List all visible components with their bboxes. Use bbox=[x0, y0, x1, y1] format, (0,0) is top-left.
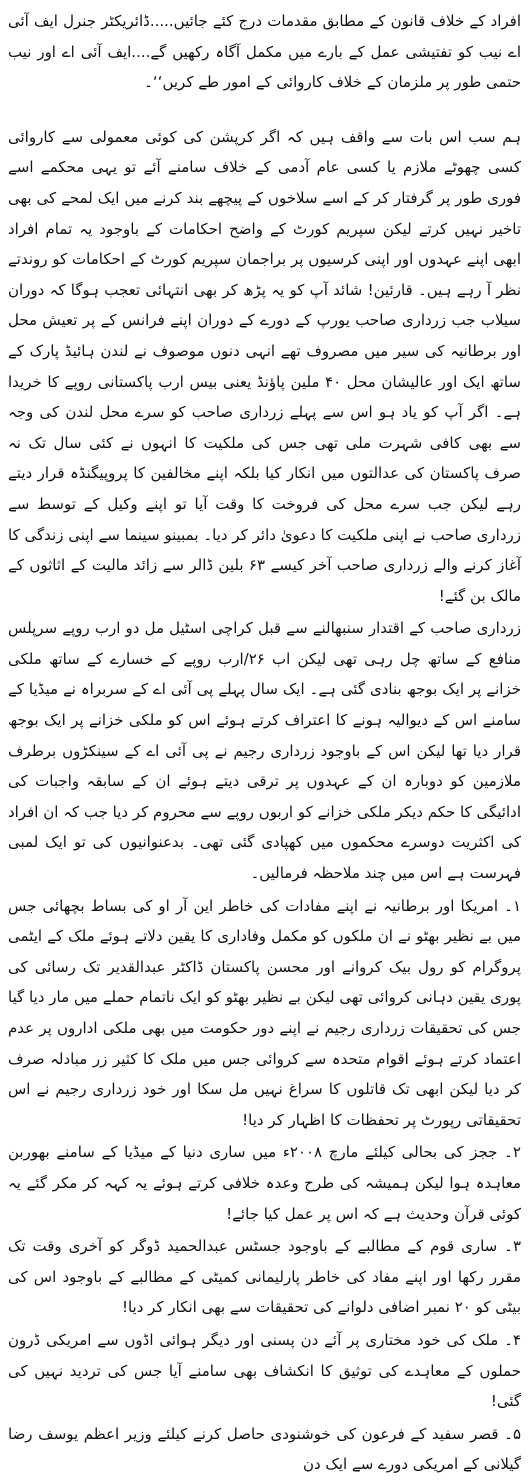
list-item-1: ۱۔ امریکا اور برطانیہ نے اپنے مفادات کی خاطر این آر او کی بساط بچھائی جس میں بے نظیر بھٹو نے ان ملکوں کو مکمل وفاداری کا یقین دلاتے ہوئے ملک کے ایٹمی پروگرام کو رول بیک کروانے اور محسن پاکستان ڈاکٹر عبدالقدیر تک رسائی کی پوری یقین دہانی کروائی تھی لیکن بے نظیر بھٹو کو ایک ناتمام حملے میں مار دیا گیا جس کی تحقیقات زرداری رجیم نے اپنے دور حکومت میں بھی ملکی اداروں پر عدم اعتماد کرتے ہوئے اقوام متحدہ سے کروائی جس میں ملک کا کثیر زر مبادلہ صرف کر دیا لیکن ابھی تک قاتلوں کا سراغ نہیں مل سکا اور خود زرداری رجیم نے اس تحقیقاتی رپورٹ پر تحفظات کا اظہار کر دیا! bbox=[8, 896, 521, 1129]
paragraph-spacer bbox=[8, 98, 521, 122]
list-item-4: ۴۔ ملک کی خود مختاری پر آئے دن پسنی اور دیگر ہوائی اڈوں سے امریکی ڈرون حملوں کے معاہدے کی توثیق کا انکشاف بھی سامنے آیا جس کی تردید نہیں کی گئی! bbox=[8, 1330, 521, 1411]
list-item-2: ۲۔ ججز کی بحالی کیلئے مارچ ۲۰۰۸ء میں ساری دنیا کے میڈیا کے سامنے بھوربن معاہدہ ہوا لیکن ہمیشہ کی طرح وعدہ خلافی کرتے ہوئے یہ کہہ کر مکر گئے یہ کوئی قرآن وحدیث ہے کہ اس پر عمل کیا جائے! bbox=[8, 1143, 521, 1223]
list-item-5: ۵۔ قصر سفید کے فرعون کی خوشنودی حاصل کرنے کیلئے وزیر اعظم یوسف رضا گیلانی کے امریکی دورے سے ایک دن bbox=[8, 1424, 521, 1474]
list-item-3: ۳۔ ساری قوم کے مطالبے کے باوجود جسٹس عبدالحمید ڈوگر کو آخری وقت تک مقرر رکھا اور اپنے مفاد کی خاطر پارلیمانی کمیٹی کے مطالبے کے باوجود اس کی بیٹی کو ۲۰ نمبر اضافی دلوانے کی تحقیقات سے بھی انکار کر دیا! bbox=[8, 1237, 521, 1317]
article-paragraph-intro-quote: افراد کے خلاف قانون کے مطابق مقدمات درج کئے جائیں.....ڈائریکٹر جنرل ایف آئی اے نیب کو تفتیشی عمل کے بارے میں مکمل آگاہ رکھیں گے....ایف آئی اے اور نیب حتمی طور پر ملزمان کے خلاف کاروائی کے امور طے کریں‘‘۔ bbox=[8, 12, 521, 92]
article-paragraph-corruption: ہم سب اس بات سے واقف ہیں کہ اگر کرپشن کی کوئی معمولی سے کاروائی کسی چھوٹے ملازم یا کسی عام آدمی کے خلاف سامنے آئے تو یہی محکمے اسے فوری طور پر گرفتار کر کے اسے سلاخوں کے پیچھے بند کرنے میں ایک لمحے کی بھی تاخیر نہیں کرتے لیکن سپریم کورٹ کے واضح احکامات کے باوجود یہ تمام افراد ابھی اپنے عہدوں اور اپنی کرسیوں پر براجمان سپریم کورٹ کے احکامات کو روندتے نظر آ رہے ہیں۔ قارئین! شائد آپ کو یہ پڑھ کر بھی انتہائی تعجب ہوگا کہ دوران سیلاب جب زرداری صاحب یورپ کے دورے کے دوران اپنے فرانس کے پر تعیش محل اور برطانیہ کی سیر میں مصروف تھے انہی دنوں موصوف نے لندن ہائیڈ پارک کے ساتھ ایک اور عالیشان محل ۴۰ ملین پاؤنڈ یعنی بیس ارب پاکستانی روپے کا خریدا ہے۔ اگر آپ کو یاد ہو اس سے پہلے زرداری صاحب کو سرے محل لندن کی وجہ سے بھی کافی شہرت ملی تھی جس کی ملکیت کا انہوں نے کئی سال تک نہ صرف پاکستان کی عدالتوں میں انکار کیا بلکہ اپنے مخالفین کا پروپیگنڈہ قرار دیتے رہے لیکن جب سرے محل کی فروخت کا وقت آیا تو اپنے وکیل کے توسط سے زرداری صاحب نے اپنی ملکیت کا دعویٰ دائر کر دیا۔ بمبینو سینما سے اپنی زندگی کا آغاز کرنے والے زرداری صاحب آخر کیسے ۶۳ بلین ڈالر سے زائد مالیت کے اثاثوں کے مالک بن گئے! bbox=[8, 127, 521, 605]
article-paragraph-steel-mill: زرداری صاحب کے اقتدار سنبھالنے سے قبل کراچی اسٹیل مل دو ارب روپے سرپلس منافع کے ساتھ چل رہی تھی لیکن اب ۲۶/ارب روپے کے خسارے کے ساتھ ملکی خزانے پر ایک بوجھ بنادی گئی ہے۔ ایک سال پہلے پی آئی اے کے سربراہ نے میڈیا کے سامنے اس کے دیوالیہ ہونے کا اعتراف کرتے ہوئے اس کو ملکی خزانے پر ایک بوجھ قرار دیا تھا لیکن اس کے باوجود زرداری رجیم نے پی آئی اے کے سینکڑوں برطرف ملازمین کو دوبارہ ان کے عہدوں پر ترقی دیتے ہوئے ان کے سابقہ واجبات کی ادائیگی کا حکم دیکر ملکی خزانے کو اربوں روپے سے محروم کر دیا جب کہ ان افراد کی اکثریت دوسرے محکموں میں کھپادی گئی تھی۔ بدعنوانیوں کی تو ایک لمبی فہرست ہے اس میں چند ملاحظہ فرمالیں۔ bbox=[8, 619, 522, 883]
